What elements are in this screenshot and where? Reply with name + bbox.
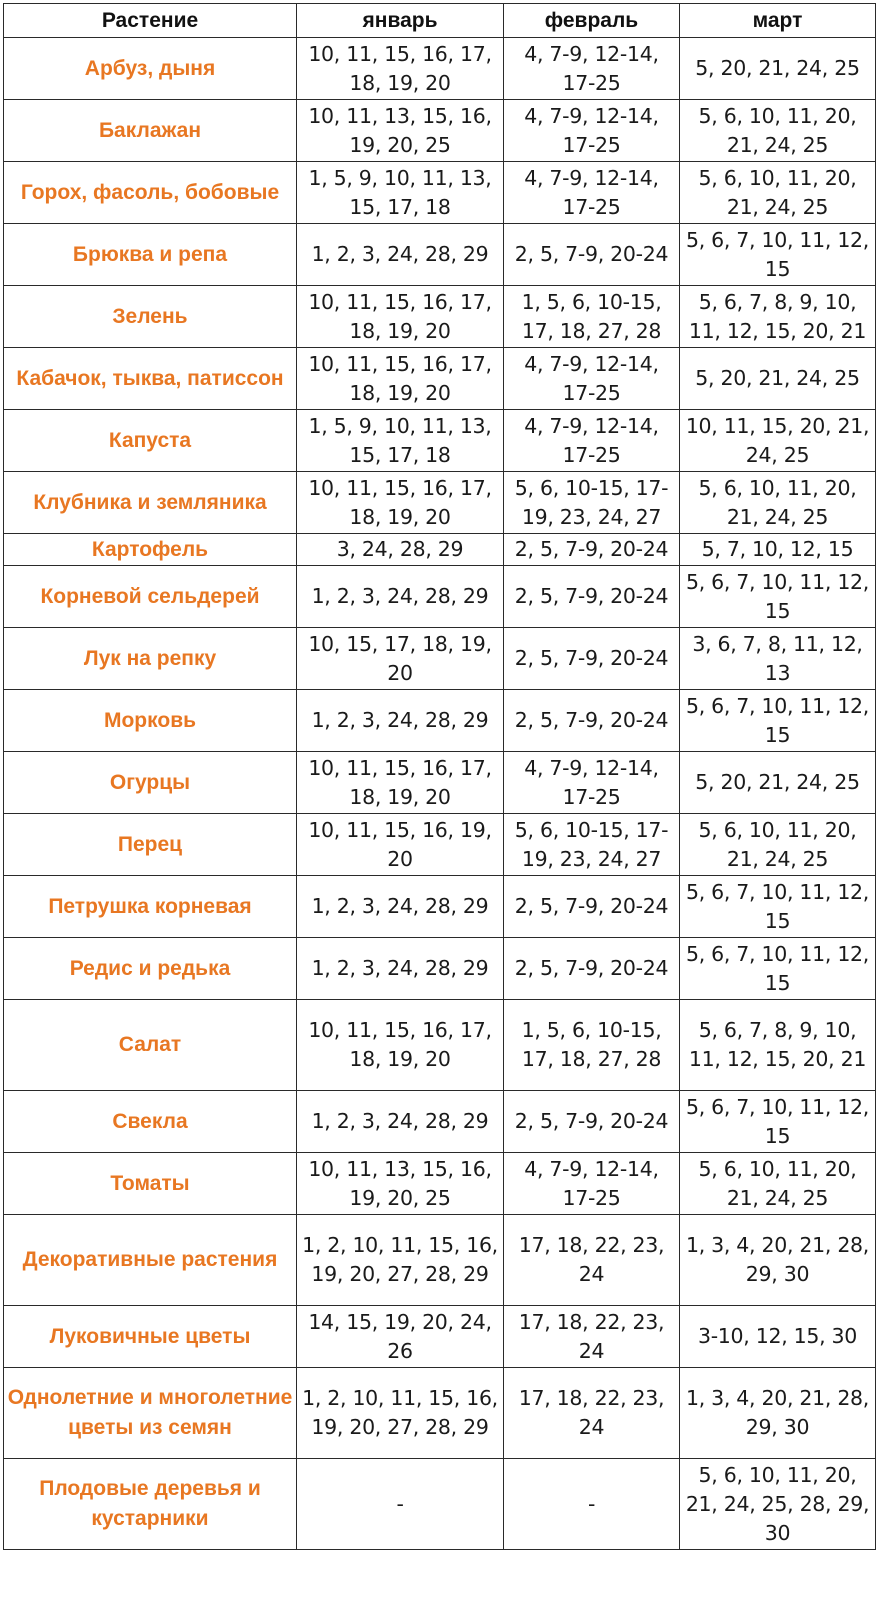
february-dates: 2, 5, 7-9, 20-24 — [504, 566, 680, 628]
february-dates: 1, 5, 6, 10-15, 17, 18, 27, 28 — [504, 286, 680, 348]
march-dates: 10, 11, 15, 20, 21, 24, 25 — [680, 410, 876, 472]
january-dates: 10, 11, 13, 15, 16, 19, 20, 25 — [297, 100, 504, 162]
february-dates: 17, 18, 22, 23, 24 — [504, 1368, 680, 1459]
february-dates: 4, 7-9, 12-14, 17-25 — [504, 162, 680, 224]
january-dates: 1, 2, 3, 24, 28, 29 — [297, 566, 504, 628]
january-dates: 10, 11, 15, 16, 17, 18, 19, 20 — [297, 348, 504, 410]
march-dates: 5, 6, 10, 11, 20, 21, 24, 25 — [680, 162, 876, 224]
plant-name: Морковь — [4, 690, 297, 752]
march-dates: 5, 20, 21, 24, 25 — [680, 348, 876, 410]
table-row — [4, 410, 876, 472]
march-dates: 5, 20, 21, 24, 25 — [680, 38, 876, 100]
plant-name: Луковичные цветы — [4, 1306, 297, 1368]
plant-name: Огурцы — [4, 752, 297, 814]
plant-name: Баклажан — [4, 100, 297, 162]
table-row — [4, 1459, 876, 1550]
january-dates: 1, 2, 3, 24, 28, 29 — [297, 224, 504, 286]
table-row — [4, 100, 876, 162]
february-dates: 2, 5, 7-9, 20-24 — [504, 224, 680, 286]
march-dates: 1, 3, 4, 20, 21, 28, 29, 30 — [680, 1215, 876, 1306]
table-row — [4, 224, 876, 286]
january-dates: 1, 2, 3, 24, 28, 29 — [297, 690, 504, 752]
table-row — [4, 472, 876, 534]
plant-name: Брюква и репа — [4, 224, 297, 286]
plant-name: Картофель — [4, 534, 297, 566]
january-dates: 10, 11, 15, 16, 17, 18, 19, 20 — [297, 286, 504, 348]
plant-name: Клубника и земляника — [4, 472, 297, 534]
february-dates: 17, 18, 22, 23, 24 — [504, 1306, 680, 1368]
february-dates: 4, 7-9, 12-14, 17-25 — [504, 100, 680, 162]
march-dates: 5, 6, 10, 11, 20, 21, 24, 25 — [680, 814, 876, 876]
plant-name: Кабачок, тыква, патиссон — [4, 348, 297, 410]
table-row — [4, 1000, 876, 1091]
march-dates: 5, 6, 10, 11, 20, 21, 24, 25 — [680, 100, 876, 162]
january-dates: 10, 11, 15, 16, 19, 20 — [297, 814, 504, 876]
january-dates: 14, 15, 19, 20, 24, 26 — [297, 1306, 504, 1368]
march-dates: 5, 6, 10, 11, 20, 21, 24, 25, 28, 29, 30 — [680, 1459, 876, 1550]
march-dates: 5, 6, 7, 10, 11, 12, 15 — [680, 876, 876, 938]
january-dates: 10, 11, 15, 16, 17, 18, 19, 20 — [297, 472, 504, 534]
march-dates: 1, 3, 4, 20, 21, 28, 29, 30 — [680, 1368, 876, 1459]
february-dates: 5, 6, 10-15, 17-19, 23, 24, 27 — [504, 472, 680, 534]
table-row — [4, 814, 876, 876]
january-dates: 10, 11, 15, 16, 17, 18, 19, 20 — [297, 752, 504, 814]
header-plant: Растение — [4, 4, 297, 38]
february-dates: 2, 5, 7-9, 20-24 — [504, 1091, 680, 1153]
january-dates: 10, 15, 17, 18, 19, 20 — [297, 628, 504, 690]
table-row — [4, 348, 876, 410]
january-dates: 1, 2, 10, 11, 15, 16, 19, 20, 27, 28, 29 — [297, 1215, 504, 1306]
plant-name: Редис и редька — [4, 938, 297, 1000]
january-dates: 1, 2, 10, 11, 15, 16, 19, 20, 27, 28, 29 — [297, 1368, 504, 1459]
table-row — [4, 1368, 876, 1459]
march-dates: 5, 6, 7, 10, 11, 12, 15 — [680, 690, 876, 752]
february-dates: 2, 5, 7-9, 20-24 — [504, 938, 680, 1000]
march-dates: 5, 6, 7, 10, 11, 12, 15 — [680, 224, 876, 286]
table-row — [4, 690, 876, 752]
march-dates: 5, 6, 10, 11, 20, 21, 24, 25 — [680, 472, 876, 534]
table-row — [4, 38, 876, 100]
table-row — [4, 1153, 876, 1215]
table-row — [4, 752, 876, 814]
plant-name: Свекла — [4, 1091, 297, 1153]
table-row — [4, 1306, 876, 1368]
march-dates: 5, 7, 10, 12, 15 — [680, 534, 876, 566]
plant-name: Перец — [4, 814, 297, 876]
february-dates: 1, 5, 6, 10-15, 17, 18, 27, 28 — [504, 1000, 680, 1091]
table-row — [4, 1091, 876, 1153]
header-row — [4, 4, 876, 38]
january-dates: 1, 5, 9, 10, 11, 13, 15, 17, 18 — [297, 162, 504, 224]
february-dates: 17, 18, 22, 23, 24 — [504, 1215, 680, 1306]
plant-name: Однолетние и многолетние цветы из семян — [4, 1368, 297, 1459]
table-row — [4, 162, 876, 224]
january-dates: 10, 11, 15, 16, 17, 18, 19, 20 — [297, 1000, 504, 1091]
table-row — [4, 876, 876, 938]
february-dates: 4, 7-9, 12-14, 17-25 — [504, 752, 680, 814]
plant-name: Петрушка корневая — [4, 876, 297, 938]
february-dates: 4, 7-9, 12-14, 17-25 — [504, 1153, 680, 1215]
sowing-calendar-table — [3, 3, 876, 1550]
plant-name: Томаты — [4, 1153, 297, 1215]
march-dates: 5, 6, 7, 8, 9, 10, 11, 12, 15, 20, 21 — [680, 1000, 876, 1091]
march-dates: 3, 6, 7, 8, 11, 12, 13 — [680, 628, 876, 690]
march-dates: 5, 6, 10, 11, 20, 21, 24, 25 — [680, 1153, 876, 1215]
table-row — [4, 938, 876, 1000]
february-dates: 2, 5, 7-9, 20-24 — [504, 876, 680, 938]
march-dates: 5, 20, 21, 24, 25 — [680, 752, 876, 814]
plant-name: Горох, фасоль, бобовые — [4, 162, 297, 224]
march-dates: 5, 6, 7, 10, 11, 12, 15 — [680, 938, 876, 1000]
january-dates: 1, 5, 9, 10, 11, 13, 15, 17, 18 — [297, 410, 504, 472]
table-row — [4, 534, 876, 566]
march-dates: 3-10, 12, 15, 30 — [680, 1306, 876, 1368]
january-dates: 1, 2, 3, 24, 28, 29 — [297, 938, 504, 1000]
february-dates: 4, 7-9, 12-14, 17-25 — [504, 38, 680, 100]
february-dates: 5, 6, 10-15, 17-19, 23, 24, 27 — [504, 814, 680, 876]
header-march: март — [680, 4, 876, 38]
january-dates: 1, 2, 3, 24, 28, 29 — [297, 876, 504, 938]
march-dates: 5, 6, 7, 10, 11, 12, 15 — [680, 1091, 876, 1153]
header-january: январь — [297, 4, 504, 38]
january-dates: - — [297, 1459, 504, 1550]
january-dates: 10, 11, 13, 15, 16, 19, 20, 25 — [297, 1153, 504, 1215]
plant-name: Лук на репку — [4, 628, 297, 690]
february-dates: 2, 5, 7-9, 20-24 — [504, 628, 680, 690]
table-row — [4, 286, 876, 348]
february-dates: 4, 7-9, 12-14, 17-25 — [504, 348, 680, 410]
table-row — [4, 628, 876, 690]
table-row — [4, 1215, 876, 1306]
plant-name: Плодовые деревья и кустарники — [4, 1459, 297, 1550]
plant-name: Капуста — [4, 410, 297, 472]
plant-name: Салат — [4, 1000, 297, 1091]
february-dates: 4, 7-9, 12-14, 17-25 — [504, 410, 680, 472]
plant-name: Корневой сельдерей — [4, 566, 297, 628]
february-dates: 2, 5, 7-9, 20-24 — [504, 690, 680, 752]
march-dates: 5, 6, 7, 10, 11, 12, 15 — [680, 566, 876, 628]
march-dates: 5, 6, 7, 8, 9, 10, 11, 12, 15, 20, 21 — [680, 286, 876, 348]
plant-name: Арбуз, дыня — [4, 38, 297, 100]
table-row — [4, 566, 876, 628]
february-dates: - — [504, 1459, 680, 1550]
february-dates: 2, 5, 7-9, 20-24 — [504, 534, 680, 566]
plant-name: Зелень — [4, 286, 297, 348]
january-dates: 10, 11, 15, 16, 17, 18, 19, 20 — [297, 38, 504, 100]
plant-name: Декоративные растения — [4, 1215, 297, 1306]
january-dates: 3, 24, 28, 29 — [297, 534, 504, 566]
january-dates: 1, 2, 3, 24, 28, 29 — [297, 1091, 504, 1153]
header-february: февраль — [504, 4, 680, 38]
